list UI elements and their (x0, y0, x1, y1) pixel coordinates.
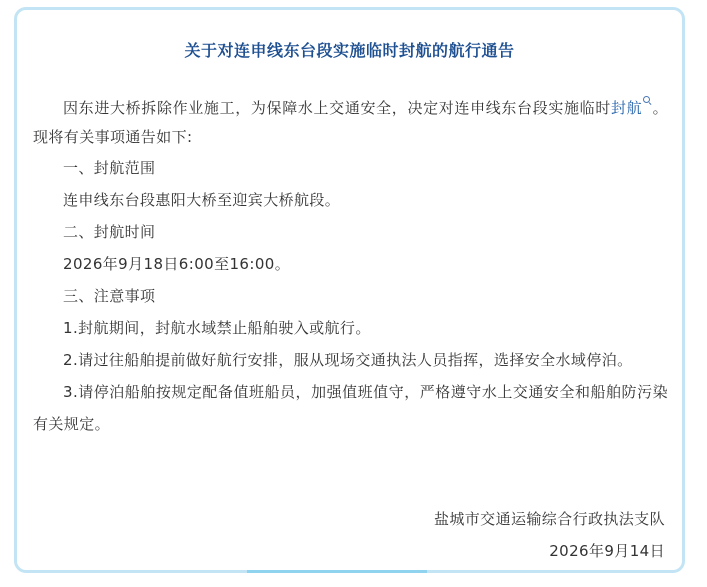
notice-body (33, 94, 668, 440)
keyword-link[interactable] (611, 99, 652, 117)
bottom-accent-bar (247, 570, 427, 573)
notice-item-3: 3.请停泊船舶按规定配备值班船员，加强值班值守，严格遵守水上交通安全和船舶防污染有关规定。 (33, 383, 668, 433)
section1-body: 连申线东台段惠阳大桥至迎宾大桥航段。 (63, 191, 341, 209)
section2-body: 2026年9月18日6:00至16:00。 (63, 255, 291, 273)
keyword-link-label: 封航 (611, 99, 643, 117)
notice-item-1: 1.封航期间，封航水域禁止船舶驶入或航行。 (63, 319, 371, 337)
signoff-date: 2026年9月14日 (549, 542, 665, 560)
search-icon[interactable] (643, 96, 652, 105)
section2-heading: 二、封航时间 (63, 223, 156, 241)
section1-heading: 一、封航范围 (63, 159, 156, 177)
notice-item-2: 2.请过往船舶提前做好航行安排，服从现场交通执法人员指挥，选择安全水域停泊。 (63, 351, 633, 369)
intro-text-part2: 。现将有关事项通告如下: (33, 99, 668, 146)
intro-text-part1: 因东进大桥拆除作业施工，为保障水上交通安全，决定对连申线东台段实施临时 (63, 99, 611, 117)
notice-card (14, 7, 685, 573)
section3-heading: 三、注意事项 (63, 287, 156, 305)
intro-paragraph (33, 94, 668, 152)
notice-title: 关于对连申线东台段实施临时封航的航行通告 (184, 41, 515, 60)
signoff-organization: 盐城市交通运输综合行政执法支队 (433, 510, 665, 528)
